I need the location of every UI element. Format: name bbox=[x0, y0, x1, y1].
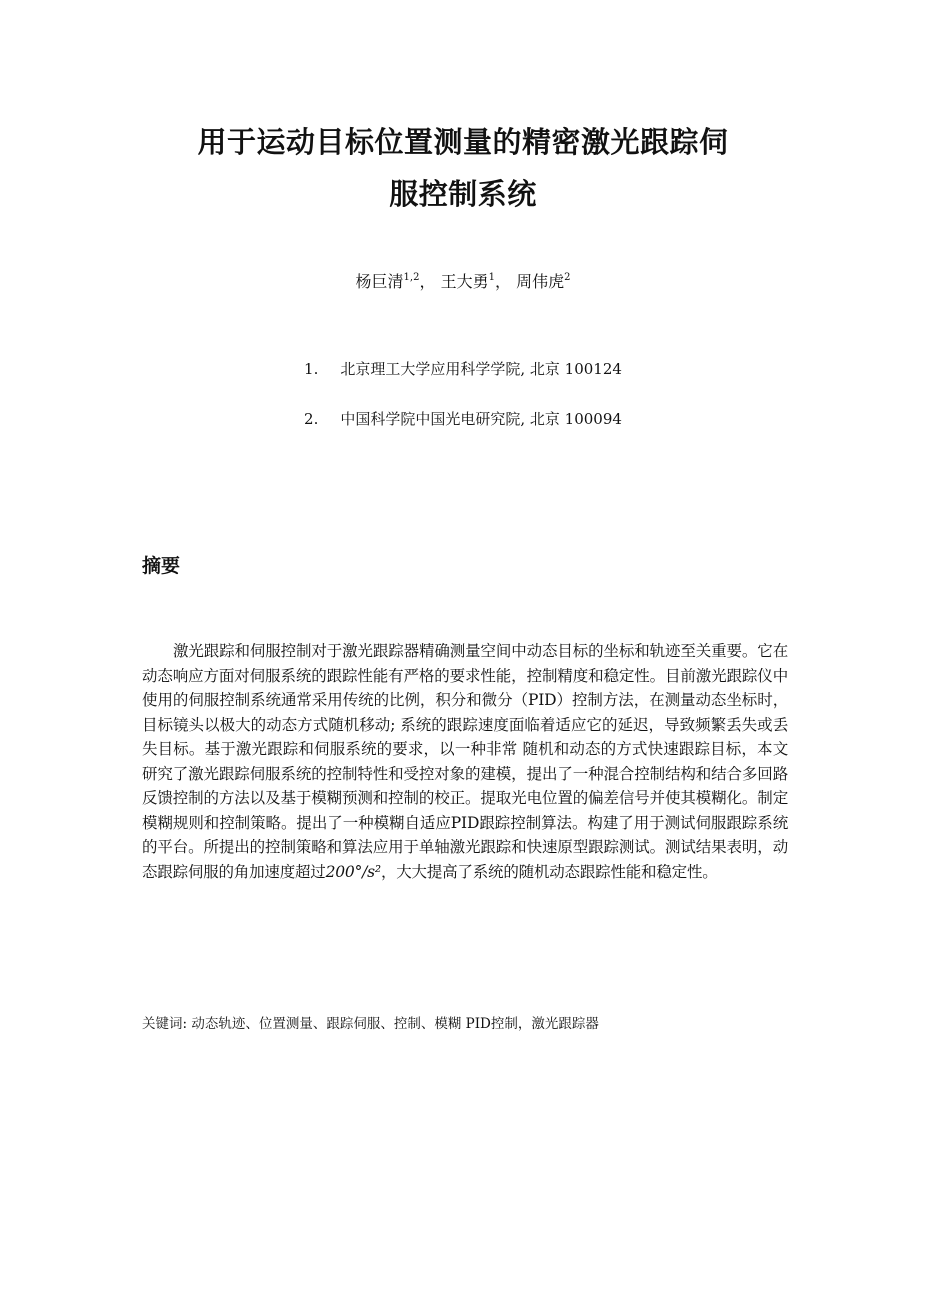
author: 王大勇$^1$ bbox=[440, 272, 495, 291]
title-line-1: 用于运动目标位置测量的精密激光跟踪伺 bbox=[197, 125, 729, 159]
author-affiliation-mark: 2 bbox=[564, 272, 571, 283]
affiliation-1 bbox=[0, 358, 926, 380]
title-line-2: 服控制系统 bbox=[389, 177, 537, 211]
abstract-heading: 摘要 bbox=[142, 555, 181, 577]
abstract-body bbox=[142, 639, 788, 884]
paper-title bbox=[120, 116, 806, 220]
abstract-text: 激光跟踪和伺服控制对于激光跟踪器精确测量空间中动态目标的坐标和轨迹至关重要。它在动态响应方面对伺服系统的跟踪性能有严格的要求性能，控制精度和稳定性。目前激光跟踪仪中使用的伺服控制系统通常采用传统的比例，积分和微分（PID）控制方法，在测量动态坐标时，目标镜头以极大的动态方式随机移动; 系统的跟踪速度面临着适应它的延迟，导致频繁丢失或丢失目标。基于激光跟踪和伺服系统的要求，以一种非常 随机和动态的方式快速跟踪目标，本文研究了激光跟踪伺服系统的控制特性和受控对象的建模，提出了一种混合控制结构和结合多回路反馈控制的方法以及基于模糊预测和控制的校正。提取光电位置的偏差信号并使其模糊化。制定模糊规则和控制策略。提出了一种模糊自适应PID跟踪控制算法。构建了用于测试伺服跟踪系统的平台。所提出的控制策略和算法应用于单轴激光跟踪和快速原型跟踪测试。测试结果表明，动态跟踪伺服的角加速度超过 bbox=[142, 642, 788, 881]
abstract-formula: 200°/s² bbox=[325, 862, 381, 881]
affiliation-text: 中国科学院中国光电研究院, 北京 100094 bbox=[340, 410, 622, 428]
author: 周伟虎$^2$ bbox=[516, 272, 571, 291]
author-affiliation-mark: 1,2 bbox=[403, 272, 420, 283]
affiliation-number: 2. bbox=[304, 410, 319, 428]
author: 杨巨清$^{1,2}$ bbox=[355, 272, 420, 291]
affiliation-text: 北京理工大学应用科学学院, 北京 100124 bbox=[340, 360, 622, 378]
author-list: 杨巨清$^{1,2}$， 王大勇$^1$， 周伟虎$^2$ bbox=[355, 272, 571, 291]
affiliation-number: 1. bbox=[304, 360, 319, 378]
affiliation-2 bbox=[0, 408, 926, 430]
keywords: 关键词: 动态轨迹、位置测量、跟踪伺服、控制、模糊 PID控制，激光跟踪器 bbox=[142, 1016, 599, 1032]
author-affiliation-mark: 1 bbox=[488, 272, 495, 283]
abstract-tail: ，大大提高了系统的随机动态跟踪性能和稳定性。 bbox=[380, 862, 718, 881]
